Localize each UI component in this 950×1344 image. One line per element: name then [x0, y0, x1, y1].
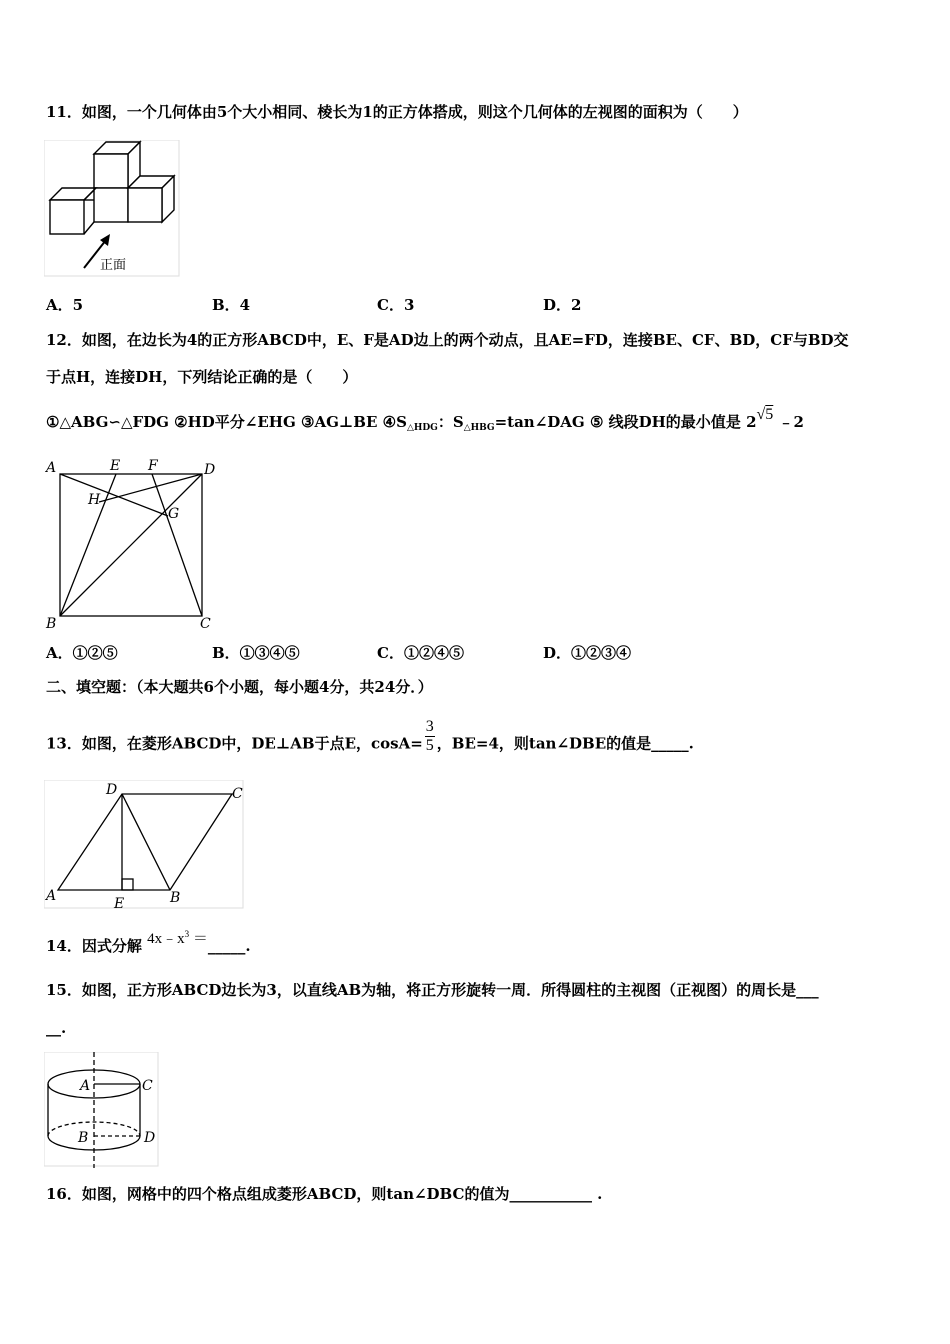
q14-stem	[46, 929, 251, 957]
q13-fraction	[425, 718, 435, 755]
q12-label-h: H	[88, 492, 101, 508]
q12-conclusions	[46, 406, 804, 438]
q12-min-coef: 2	[746, 413, 757, 431]
q12-label-b: B	[46, 616, 57, 632]
front-label: 正面	[100, 258, 127, 273]
q11-stem: 11．如图，一个几何体由5个大小相同、棱长为1的正方体搭成，则这个几何体的左视图的面积为（ ）	[46, 103, 748, 121]
q13-label-a: A	[46, 888, 57, 904]
q12-label-d: D	[204, 462, 216, 478]
q13-label-d: D	[106, 782, 118, 798]
q13-stem-part2: ，BE=4，则tan∠DBE的值是_____.	[436, 734, 694, 753]
q11-cube-figure	[44, 140, 180, 282]
q12-sqrt: √5	[756, 406, 774, 423]
q12-square-figure	[44, 456, 224, 640]
q12-option-a: A．①②⑤	[46, 644, 118, 662]
q12-min-root: 5	[765, 406, 774, 423]
q12-sub-hdg: △HDG	[406, 423, 438, 433]
q12-option-b: B．①③④⑤	[212, 644, 300, 662]
q11-option-b: B．4	[212, 296, 251, 314]
q13-label-b: B	[170, 890, 181, 906]
q11-option-a: A．5	[46, 296, 84, 314]
q12-label-g: G	[168, 506, 180, 522]
q12-label-f: F	[148, 458, 158, 474]
q14-expression	[147, 931, 208, 947]
q12-sub-hbg: △HBG	[463, 423, 495, 433]
q15-label-c: C	[142, 1078, 153, 1094]
q13-stem-part1: 13．如图，在菱形ABCD中，DE⊥AB于点E，cosA=	[46, 734, 423, 753]
q13-rhombus-figure	[44, 780, 244, 914]
q16-stem: 16．如图，网格中的四个格点组成菱形ABCD，则tan∠DBC的值为___________ .	[46, 1185, 603, 1203]
q12-stem-line2: 于点H，连接DH，下列结论正确的是（ ）	[46, 368, 358, 386]
q11-option-c: C．3	[377, 296, 415, 314]
q14-stem-part1: 14．因式分解	[46, 937, 142, 955]
q12-conclusions-part2: ：S	[437, 413, 464, 431]
q14-equals: ＝	[192, 931, 208, 947]
q15-label-d: D	[144, 1130, 156, 1146]
q15-label-b: B	[78, 1130, 89, 1146]
q15-cylinder-figure	[44, 1052, 160, 1172]
q12-stem-line1: 12．如图，在边长为4的正方形ABCD中，E、F是AD边上的两个动点，且AE=FD，连接BE、CF、BD，CF与BD交	[46, 331, 849, 349]
q12-label-e: E	[110, 458, 121, 474]
q15-stem-line1: 15．如图，正方形ABCD边长为3，以直线AB为轴，将正方形旋转一周．所得圆柱的主视图（正视图）的周长是___	[46, 981, 819, 999]
q13-frac-den: 5	[425, 737, 434, 754]
q13-stem	[46, 718, 694, 763]
q12-label-c: C	[200, 616, 211, 632]
q15-label-a: A	[80, 1078, 91, 1094]
q13-frac-num: 3	[425, 718, 434, 735]
q12-option-d: D．①②③④	[543, 644, 632, 662]
q14-exponent: 3	[184, 929, 190, 939]
q15-stem-line2: __.	[46, 1019, 67, 1037]
q13-label-e: E	[114, 896, 125, 910]
q12-option-c: C．①②④⑤	[377, 644, 464, 662]
q12-min-tail: ﹣2	[778, 413, 804, 431]
q11-option-d: D．2	[543, 296, 582, 314]
q12-label-a: A	[46, 460, 57, 476]
q14-blank: _____.	[207, 937, 251, 955]
section-title: 二、填空题：（本大题共6个小题，每小题4分，共24分．）	[46, 678, 433, 696]
q12-conclusions-part1: ①△ABG∽△FDG ②HD平分∠EHG ③AG⊥BE ④S	[46, 413, 407, 431]
q12-conclusions-part3: =tan∠DAG ⑤ 线段DH的最小值是	[494, 413, 741, 431]
q14-expr: 4x﹣x	[147, 931, 185, 947]
q13-label-c: C	[232, 786, 243, 802]
